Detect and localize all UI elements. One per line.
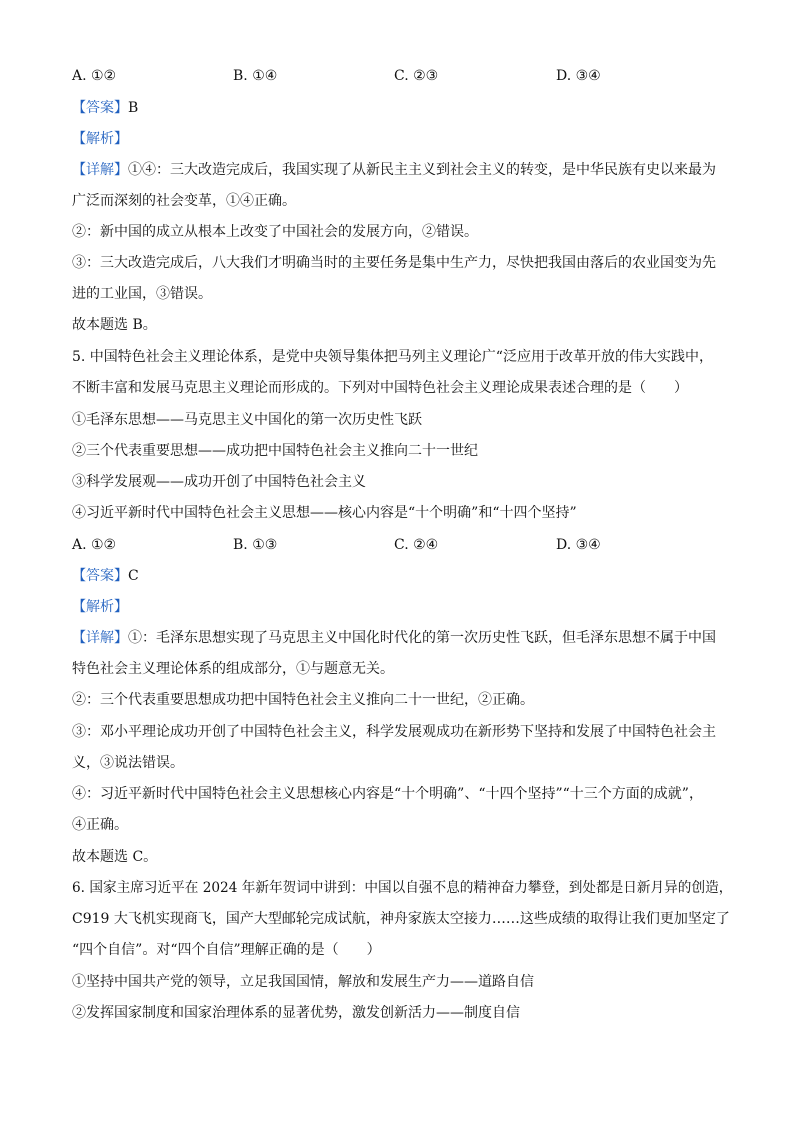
q4-option-a: A. ①② bbox=[72, 68, 117, 84]
q5-detail-4b: ④正确。 bbox=[72, 817, 128, 833]
q6-item-1: ①坚持中国共产党的领导，立足我国国情，解放和发展生产力——道路自信 bbox=[72, 974, 534, 990]
q4-analysis-label: 【解析】 bbox=[72, 131, 128, 147]
q5-detail-4a: ④：习近平新时代中国特色社会主义思想核心内容是“十个明确”、“十四个坚持”“十三个方面的成就”， bbox=[72, 786, 703, 802]
q4-option-d: D. ③④ bbox=[556, 68, 601, 84]
answer-label: 【答案】 bbox=[72, 568, 128, 584]
q5-detail-2: ②：三个代表重要思想成功把中国特色社会主义推向二十一世纪，②正确。 bbox=[72, 692, 534, 708]
q5-item-2: ②三个代表重要思想——成功把中国特色社会主义推向二十一世纪 bbox=[72, 443, 478, 459]
q5-option-d: D. ③④ bbox=[556, 537, 601, 553]
q5-option-c: C. ②④ bbox=[394, 537, 439, 553]
q6-stem-b: C919 大飞机实现商飞，国产大型邮轮完成试航，神舟家族太空接力……这些成绩的取得让我们更加坚定了 bbox=[72, 911, 730, 927]
q5-option-b: B. ①③ bbox=[233, 537, 278, 553]
q4-detail-1b: 广泛而深刻的社会变革，①④正确。 bbox=[72, 193, 296, 209]
q4-detail-3a: ③：三大改造完成后，八大我们才明确当时的主要任务是集中生产力，尽快把我国由落后的农业国变为先 bbox=[72, 255, 716, 271]
q5-detail-3b: 义，③说法错误。 bbox=[72, 755, 184, 771]
q5-answer bbox=[72, 566, 139, 586]
q6-stem-c: “四个自信”。对“四个自信”理解正确的是（ ） bbox=[72, 942, 381, 958]
q5-conclusion: 故本题选 C。 bbox=[72, 849, 158, 865]
q4-options bbox=[72, 66, 732, 86]
q5-stem-a: 5. 中国特色社会主义理论体系，是党中央领导集体把马列主义理论广“泛应用于改革开放的伟大实践中， bbox=[72, 349, 713, 365]
q5-stem-b: 不断丰富和发展马克思主义理论而形成的。下列对中国特色社会主义理论成果表述合理的是（ ） bbox=[72, 380, 688, 396]
q4-conclusion: 故本题选 B。 bbox=[72, 317, 157, 333]
detail-label: 【详解】 bbox=[72, 630, 128, 646]
q4-answer bbox=[72, 98, 138, 118]
q5-detail-3a: ③：邓小平理论成功开创了中国特色社会主义，科学发展观成功在新形势下坚持和发展了中国特色社会主 bbox=[72, 724, 716, 740]
q5-detail-1b: 特色社会主义理论体系的组成部分，①与题意无关。 bbox=[72, 661, 394, 677]
detail-label: 【详解】 bbox=[72, 162, 128, 178]
q5-item-1: ①毛泽东思想——马克思主义中国化的第一次历史性飞跃 bbox=[72, 412, 422, 428]
q4-option-c: C. ②③ bbox=[394, 68, 439, 84]
q5-item-3: ③科学发展观——成功开创了中国特色社会主义 bbox=[72, 474, 366, 490]
q4-detail-1a-text: ①④：三大改造完成后，我国实现了从新民主主义到社会主义的转变，是中华民族有史以来最为 bbox=[128, 162, 716, 178]
q4-detail-1a bbox=[72, 160, 716, 180]
q5-options bbox=[72, 535, 732, 555]
q4-option-b: B. ①④ bbox=[233, 68, 278, 84]
q6-item-2: ②发挥国家制度和国家治理体系的显著优势，激发创新活力——制度自信 bbox=[72, 1005, 520, 1021]
q5-option-a: A. ①② bbox=[72, 537, 117, 553]
answer-label: 【答案】 bbox=[72, 100, 128, 116]
q4-detail-3b: 进的工业国，③错误。 bbox=[72, 286, 212, 302]
q5-item-4: ④习近平新时代中国特色社会主义思想——核心内容是“十个明确”和“十四个坚持” bbox=[72, 505, 577, 521]
q5-answer-value: C bbox=[128, 568, 139, 584]
q4-detail-2: ②：新中国的成立从根本上改变了中国社会的发展方向，②错误。 bbox=[72, 224, 478, 240]
q5-detail-1a bbox=[72, 628, 716, 648]
q4-answer-value: B bbox=[128, 100, 139, 116]
q5-analysis-label: 【解析】 bbox=[72, 599, 128, 615]
q6-stem-a: 6. 国家主席习近平在 2024 年新年贺词中讲到：中国以自强不息的精神奋力攀登，到处都是日新月异的创造， bbox=[72, 880, 733, 896]
q5-detail-1a-text: ①：毛泽东思想实现了马克思主义中国化时代化的第一次历史性飞跃，但毛泽东思想不属于中国 bbox=[128, 630, 716, 646]
